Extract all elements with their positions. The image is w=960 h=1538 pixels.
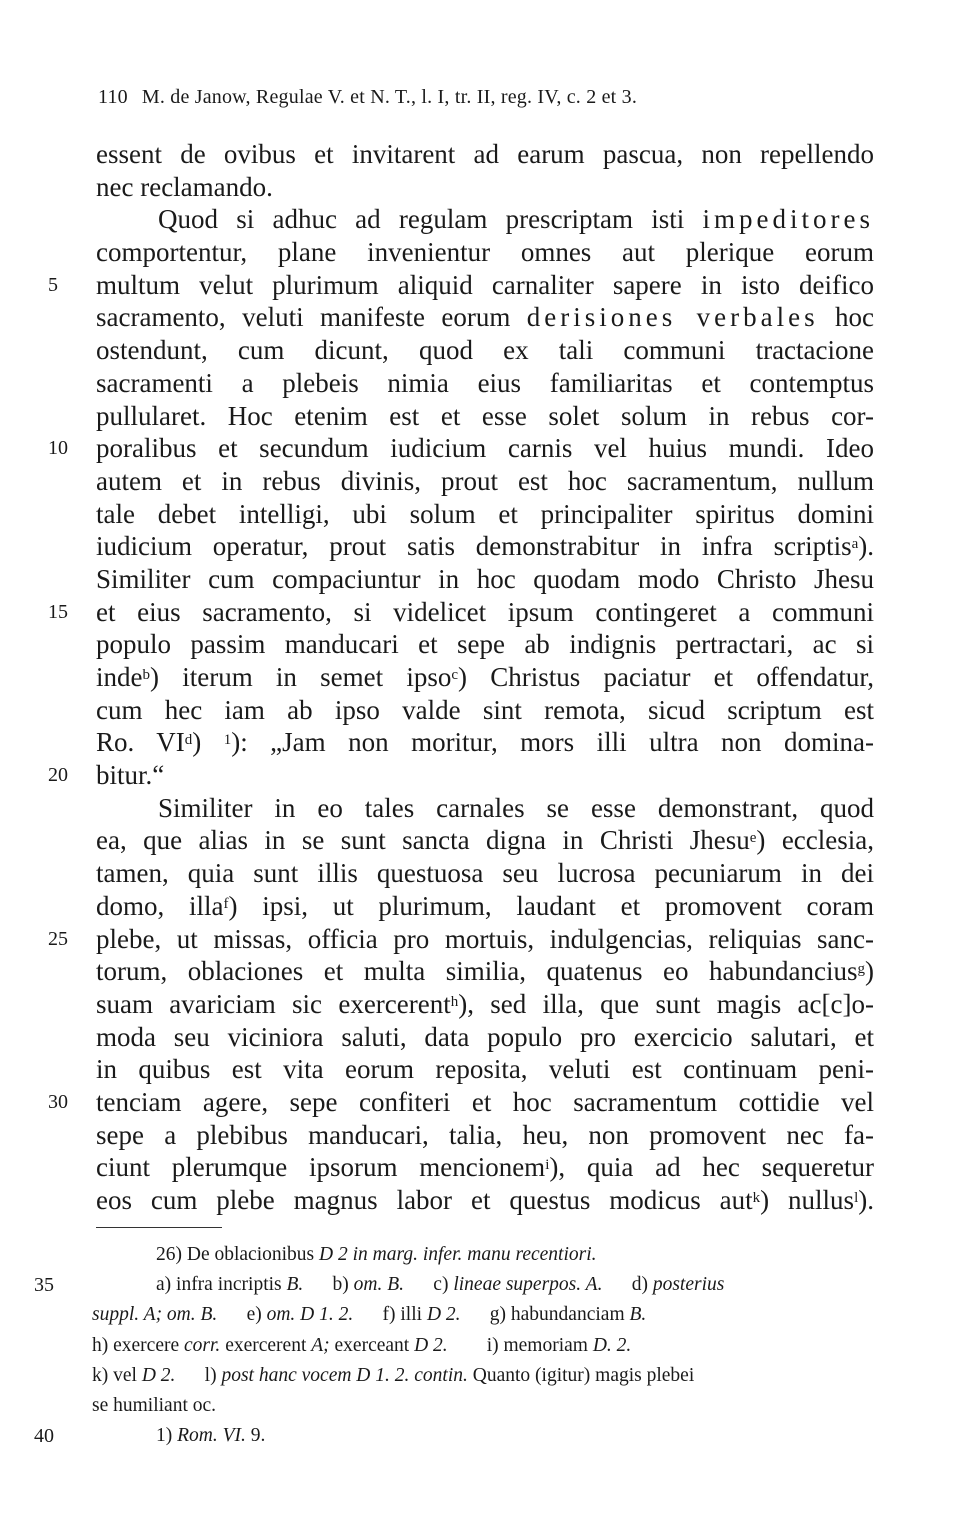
line-text: ), sed illa, que sunt magis ac[c]o- — [458, 988, 874, 1019]
footnote-text: g) habundanciam — [489, 1304, 630, 1326]
footnote-text: D 2 in marg. infer. manu recentiori. — [319, 1244, 597, 1265]
text-line — [96, 334, 874, 367]
line-text: ) ipsi, ut plurimum, laudant et promovent coram — [228, 890, 874, 921]
text-line — [48, 432, 874, 465]
footnote-text: D 2. — [414, 1334, 448, 1356]
text-line — [96, 1119, 874, 1152]
footnote-ref: h — [450, 993, 459, 1010]
footnote-text: Rom. VI. — [177, 1425, 246, 1447]
line-text: nec reclamando. — [96, 171, 273, 202]
line-text: Quod si adhuc ad regulam prescriptam isti — [158, 204, 703, 235]
text-line — [96, 890, 874, 923]
line-text: sacramento, veluti manifeste eorum — [96, 302, 527, 333]
line-text: suam avariciam sic exercerent — [96, 988, 451, 1019]
text-line — [96, 367, 874, 400]
text-line — [48, 269, 874, 302]
footnotes — [34, 1240, 874, 1451]
line-number: 30 — [48, 1090, 68, 1113]
running-title: M. de Janow, Regulae V. et N. T., l. I, tr. II, reg. IV, c. 2 et 3. — [141, 86, 638, 108]
line-text: Ro. VI — [96, 727, 185, 758]
line-number: 20 — [48, 764, 68, 787]
line-text: inde — [96, 662, 143, 692]
line-text: ). — [858, 531, 874, 562]
footnote-text: suppl. A; om. B. — [92, 1304, 218, 1326]
footnote-text: 1) — [156, 1425, 178, 1447]
line-text: tale debet intelligi, ubi solum et principaliter spiritus domini — [96, 498, 874, 529]
footnote-text: e) — [246, 1304, 267, 1326]
text-line — [48, 923, 874, 956]
footnote-text: l) — [204, 1364, 222, 1386]
footnote-ref: 1 — [223, 732, 232, 749]
line-text: ) nullus — [760, 1185, 855, 1215]
line-text: sacramenti a plebeis nimia eius familiaritas et contemptus — [96, 367, 874, 398]
footnote-ref: b — [142, 667, 150, 683]
spaced-word: impeditores — [702, 204, 874, 235]
text-line — [96, 1151, 874, 1184]
line-text: torum, oblaciones et multa similia, quatenus eo habundancius — [96, 956, 858, 987]
text-line — [96, 824, 874, 857]
text-line — [96, 726, 874, 759]
line-number: 40 — [34, 1425, 54, 1448]
line-text: ostendunt, cum dicunt, quod ex tali communi tractacione — [96, 335, 874, 366]
line-number: 25 — [48, 927, 68, 950]
line-text: hoc — [818, 302, 875, 333]
footnote-divider — [96, 1227, 222, 1228]
line-text: sepe a plebibus manducari, talia, heu, non promovent nec fa- — [96, 1119, 874, 1150]
footnote-ref: l — [854, 1190, 859, 1206]
text-line — [96, 203, 874, 236]
footnote-line — [92, 1361, 874, 1391]
line-text: bitur.“ — [96, 760, 165, 791]
line-text: ). — [858, 1185, 874, 1215]
footnote-text: 26) De oblacionibus — [156, 1244, 320, 1265]
footnote-text: a) infra incriptis — [156, 1274, 287, 1296]
text-line — [96, 563, 874, 596]
text-line — [96, 857, 874, 890]
footnote-text: f) illi — [382, 1304, 427, 1326]
line-text: pullularet. Hoc etenim est et esse solet solum in rebus cor- — [96, 400, 874, 431]
footnote-ref: f — [223, 895, 229, 912]
line-number: 35 — [34, 1274, 54, 1297]
line-text: iudicium operatur, prout satis demonstrabitur in infra scriptis — [96, 531, 852, 562]
footnote-ref: g — [857, 961, 865, 978]
footnote-text: A; — [311, 1334, 330, 1356]
footnote-ref: k — [752, 1190, 761, 1206]
line-text: ) ecclesia, — [756, 825, 875, 856]
footnote-text: lineae superpos. A. — [453, 1274, 603, 1296]
footnote-line — [92, 1300, 874, 1330]
text-line — [96, 955, 874, 988]
main-text — [48, 138, 875, 1217]
footnote-text: b) — [332, 1274, 354, 1296]
footnote-text: corr. — [184, 1334, 221, 1356]
line-number: 15 — [48, 600, 68, 623]
footnote-line — [92, 1331, 874, 1361]
footnote-text: Quanto (igitur) magis plebei — [467, 1364, 695, 1386]
footnote-text: c) — [433, 1274, 454, 1296]
text-line — [96, 465, 874, 498]
line-text: in quibus est vita eorum reposita, veluti est continuam peni- — [96, 1054, 874, 1085]
line-number: 10 — [48, 437, 68, 460]
line-text: ) — [192, 727, 224, 758]
footnote-ref: c — [451, 667, 459, 683]
footnote-line — [34, 1421, 874, 1451]
footnote-text: B. — [629, 1304, 647, 1326]
line-number: 5 — [48, 273, 58, 296]
footnote-text: d) — [631, 1274, 653, 1296]
footnote-text: D 2. — [426, 1304, 461, 1326]
line-text: domo, illa — [96, 890, 224, 921]
text-line — [96, 661, 874, 694]
footnote-text: exerceant — [329, 1334, 415, 1356]
text-line — [96, 171, 874, 204]
footnote-text: se humiliant oc. — [92, 1394, 217, 1416]
footnote-text: h) exercere — [92, 1334, 185, 1356]
line-text: cum hec iam ab ipso valde sint remota, sicud scriptum est — [96, 694, 874, 725]
footnote-text: 9. — [245, 1425, 266, 1447]
text-line — [96, 694, 874, 727]
text-line — [96, 498, 874, 531]
footnote-text: posterius — [652, 1274, 725, 1296]
line-text: eos cum plebe magnus labor et questus modicus aut — [96, 1185, 753, 1215]
text-line — [48, 759, 874, 792]
page-number: 110 — [98, 86, 128, 108]
line-text: comportentur, plane invenientur omnes aut plerique eorum — [96, 237, 874, 268]
footnote-text: B. — [286, 1274, 304, 1296]
line-text: tamen, quia sunt illis questuosa seu lucrosa pecuniarum in dei — [96, 858, 874, 889]
text-line — [48, 1086, 874, 1119]
footnote-line — [92, 1391, 874, 1421]
line-text: ) iterum in semet ipso — [150, 662, 452, 692]
line-text: autem et in rebus divinis, prout est hoc sacramentum, nullum — [96, 465, 874, 496]
line-text: ) — [865, 956, 874, 987]
footnote-ref: d — [184, 732, 193, 749]
footnote-ref: e — [749, 830, 757, 847]
line-text: tenciam agere, sepe confiteri et hoc sacramentum cottidie vel — [96, 1086, 874, 1117]
footnote-line — [92, 1240, 874, 1270]
text-line — [96, 792, 874, 825]
line-text: moda seu viciniora saluti, data populo pro exercicio salutari, et — [96, 1021, 874, 1052]
footnote-text: om. B. — [353, 1274, 405, 1296]
line-text: essent de ovibus et invitarent ad earum pascua, non repellendo — [96, 139, 874, 169]
text-line — [96, 1053, 874, 1086]
footnote-text: D 2. — [141, 1364, 176, 1386]
footnote-text: i) memoriam — [486, 1334, 593, 1356]
text-line — [96, 530, 874, 563]
footnote-ref: a — [851, 536, 859, 553]
footnote-text: D. 2. — [592, 1334, 632, 1356]
line-text: plebe, ut missas, officia pro mortuis, indulgencias, reliquias sanc- — [96, 923, 874, 954]
line-text: Similiter in eo tales carnales se esse demonstrant, quod — [158, 792, 874, 823]
text-line — [96, 628, 874, 661]
text-line — [96, 1021, 874, 1054]
spaced-word: derisiones verbales — [526, 302, 819, 333]
text-line — [48, 596, 874, 629]
text-line — [96, 988, 874, 1021]
footnote-text: post hanc vocem D 1. 2. contin. — [221, 1364, 468, 1386]
text-line — [96, 400, 874, 433]
line-text: poralibus et secundum iudicium carnis vel huius mundi. Ideo — [96, 433, 874, 464]
text-line — [96, 1184, 874, 1217]
line-text: ): „Jam non moritur, mors illi ultra non domina- — [231, 727, 875, 758]
line-text: Similiter cum compaciuntur in hoc quodam modo Christo Jhesu — [96, 563, 874, 594]
text-line — [96, 301, 874, 334]
text-line — [96, 236, 874, 269]
line-text: multum velut plurimum aliquid carnaliter sapere in isto deifico — [96, 269, 874, 300]
line-text: ), quia ad hec sequeretur — [549, 1152, 875, 1183]
line-text: ) Christus paciatur et offendatur, — [458, 662, 874, 692]
footnote-text: om. D 1. 2. — [266, 1304, 354, 1326]
text-line — [96, 138, 874, 171]
line-text: populo passim manducari et sepe ab indignis pertractari, ac si — [96, 629, 874, 660]
footnote-ref: i — [545, 1157, 550, 1174]
running-header — [98, 86, 637, 109]
line-text: ciunt plerumque ipsorum mencionem — [96, 1152, 546, 1183]
footnote-text: exercerent — [220, 1334, 312, 1356]
footnote-line — [34, 1270, 874, 1300]
line-text: ea, que alias in se sunt sancta digna in Christi Jhesu — [96, 825, 750, 856]
line-text: et eius sacramento, si videlicet ipsum contingeret a communi — [96, 596, 874, 627]
footnote-text: k) vel — [92, 1364, 142, 1386]
